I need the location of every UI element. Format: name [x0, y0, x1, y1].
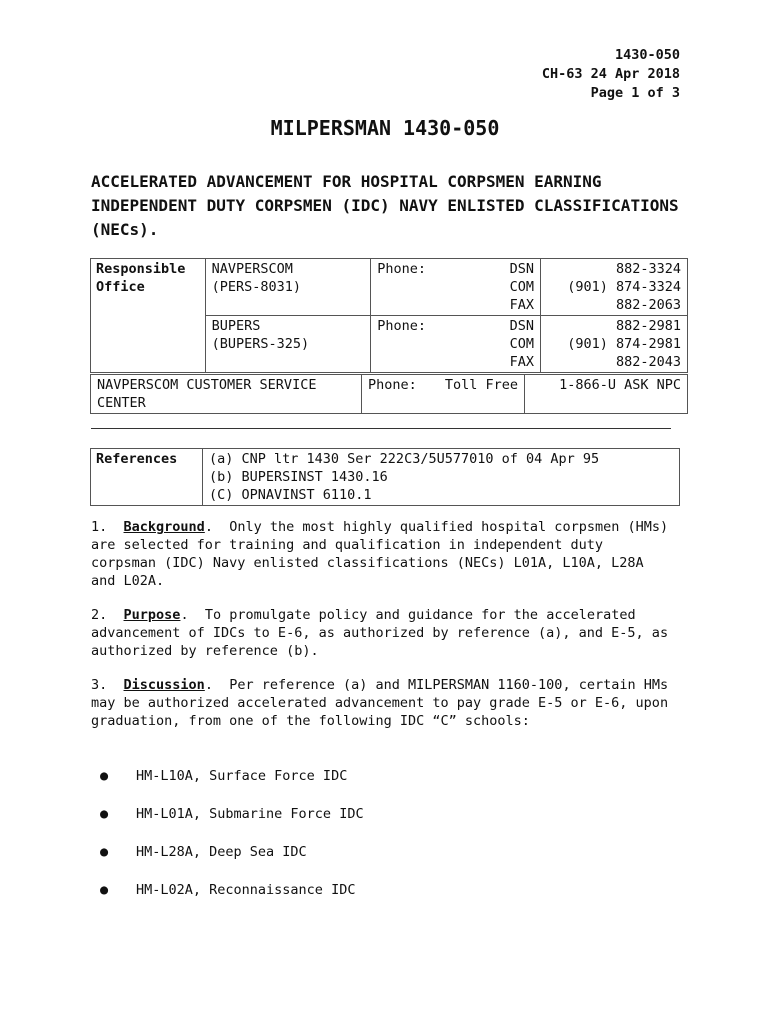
doc-number: 1430-050	[614, 47, 680, 63]
office-phone-label: Phone: DSN COM FAX	[371, 316, 541, 373]
responsible-office-label: Responsible Office	[91, 259, 206, 373]
office-phone-numbers: 882-2981 (901) 874-2981 882-2043	[541, 316, 688, 373]
bullet-icon: ●	[100, 768, 109, 784]
section-text: Per reference (a) and MILPERSMAN 1160-100, certain HMs may be authorized accelerated advancement to pay grade E-5 or E-6, upon graduation, from one of the following IDC “C” schools:	[91, 677, 669, 729]
customer-service-table	[90, 374, 688, 414]
section-heading: Background	[123, 519, 205, 535]
responsible-office-table	[90, 258, 688, 373]
list-item: ● HM-L01A, Submarine Force IDC	[100, 806, 364, 822]
page-number: Page 1 of 3	[590, 85, 680, 101]
bullet-icon: ●	[100, 806, 109, 822]
references-list	[203, 449, 680, 506]
section-background: 1. Background. Only the most highly qualified hospital corpsmen (HMs) are selected for training and qualification in independent duty corpsman (IDC) Navy enlisted classifications (NECs) L01A, L10A, L28A and L02A.	[91, 519, 669, 589]
section-heading: Purpose	[123, 607, 181, 623]
references-label: References	[91, 449, 203, 506]
bullet-icon: ●	[100, 844, 109, 860]
section-purpose: 2. Purpose. To promulgate policy and guidance for the accelerated advancement of IDCs to E-6, as authorized by reference (a), and E-5, as authorized by reference (b).	[91, 607, 669, 659]
section-discussion: 3. Discussion. Per reference (a) and MILPERSMAN 1160-100, certain HMs may be authorized accelerated advancement to pay grade E-5 or E-6, upon graduation, from one of the following IDC “C” schools:	[91, 677, 669, 729]
office-org: BUPERS (BUPERS-325)	[205, 316, 371, 373]
page-title: MILPERSMAN 1430-050	[270, 116, 500, 140]
section-text: To promulgate policy and guidance for the accelerated advancement of IDCs to E-6, as authorized by reference (a), and E-5, as authorized by reference (b).	[91, 607, 669, 659]
customer-service-phone: Phone: Toll Free	[362, 375, 525, 414]
section-text: Only the most highly qualified hospital corpsmen (HMs) are selected for training and qualification in independent duty corpsman (IDC) Navy enlisted classifications (NECs) L01A, L10A, L28A and L02A.	[91, 519, 669, 589]
bullet-icon: ●	[100, 882, 109, 898]
list-item: ● HM-L02A, Reconnaissance IDC	[100, 882, 356, 898]
reference-item: (a) CNP ltr 1430 Ser 222C3/5U577010 of 04 Apr 95	[209, 451, 600, 467]
reference-item: (C) OPNAVINST 6110.1	[209, 487, 372, 503]
section-heading: Discussion	[123, 677, 205, 693]
reference-item: (b) BUPERSINST 1430.16	[209, 469, 388, 485]
office-phone-numbers: 882-3324 (901) 874-3324 882-2063	[541, 259, 688, 316]
customer-service-name: NAVPERSCOM CUSTOMER SERVICE CENTER	[91, 375, 362, 414]
customer-service-number: 1-866-U ASK NPC	[525, 375, 688, 414]
document-header	[542, 46, 680, 103]
office-phone-label: Phone: DSN COM FAX	[371, 259, 541, 316]
list-item: ● HM-L10A, Surface Force IDC	[100, 768, 348, 784]
divider	[91, 428, 671, 429]
change-date: CH-63 24 Apr 2018	[541, 66, 680, 82]
list-item: ● HM-L28A, Deep Sea IDC	[100, 844, 307, 860]
document-subtitle: ACCELERATED ADVANCEMENT FOR HOSPITAL CORPSMEN EARNING INDEPENDENT DUTY CORPSMEN (IDC) NAVY ENLISTED CLASSIFICATIONS (NECs).	[91, 172, 679, 239]
office-org: NAVPERSCOM (PERS-8031)	[205, 259, 371, 316]
references-table	[90, 448, 680, 506]
